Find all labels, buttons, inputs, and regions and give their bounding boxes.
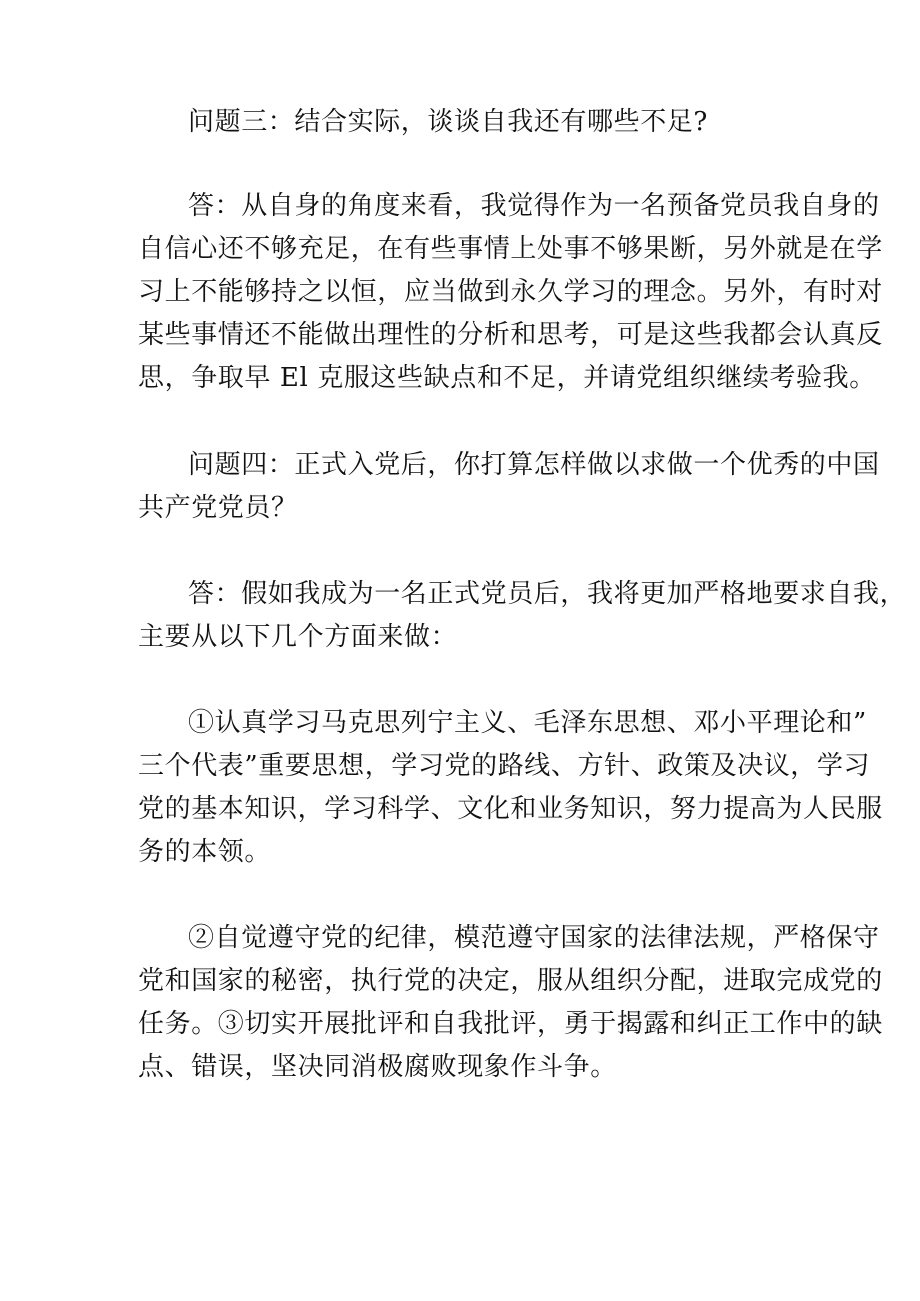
question-four-line-1: 问题四：正式入党后，你打算怎样做以求做一个优秀的中国 bbox=[188, 450, 880, 480]
point-one-line-2: 三个代表”重要思想，学习党的路线、方针、政策及决议，学习 bbox=[138, 751, 871, 781]
answer-four-line-1: 答：假如我成为一名正式党员后，我将更加严格地要求自我， bbox=[188, 579, 907, 609]
point-two-line-4: 点、错误，坚决同消极腐败现象作斗争。 bbox=[138, 1052, 617, 1082]
question-three-line-1: 问题三：结合实际，谈谈自我还有哪些不足? bbox=[188, 107, 708, 137]
answer-three-line-4: 某些事情还不能做出理性的分析和思考，可是这些我都会认真反 bbox=[138, 320, 883, 350]
point-two-line-3: 任务。③切实开展批评和自我批评，勇于揭露和纠正工作中的缺 bbox=[138, 1009, 883, 1039]
question-four-line-2: 共产党党员？ bbox=[138, 493, 298, 523]
answer-three-line-3: 习上不能够持之以恒，应当做到永久学习的理念。另外，有时对 bbox=[138, 277, 883, 307]
point-one-line-3: 党的基本知识，学习科学、文化和业务知识，努力提高为人民服 bbox=[138, 794, 883, 824]
point-two-line-1: ②自觉遵守党的纪律，模范遵守国家的法律法规，严格保守 bbox=[188, 923, 880, 953]
point-one-line-1: ①认真学习马克思列宁主义、毛泽东思想、邓小平理论和” bbox=[188, 708, 867, 738]
answer-three-line-5: 思，争取早 El 克服这些缺点和不足，并请党组织继续考验我。 bbox=[138, 363, 876, 393]
answer-three-line-2: 自信心还不够充足，在有些事情上处事不够果断，另外就是在学 bbox=[138, 234, 883, 264]
point-two-line-2: 党和国家的秘密，执行党的决定，服从组织分配，进取完成党的 bbox=[138, 966, 883, 996]
answer-three-line-1: 答：从自身的角度来看，我觉得作为一名预备党员我自身的 bbox=[188, 191, 880, 221]
point-one-line-4: 务的本领。 bbox=[138, 837, 272, 867]
answer-four-line-2: 主要从以下几个方面来做： bbox=[138, 622, 458, 652]
